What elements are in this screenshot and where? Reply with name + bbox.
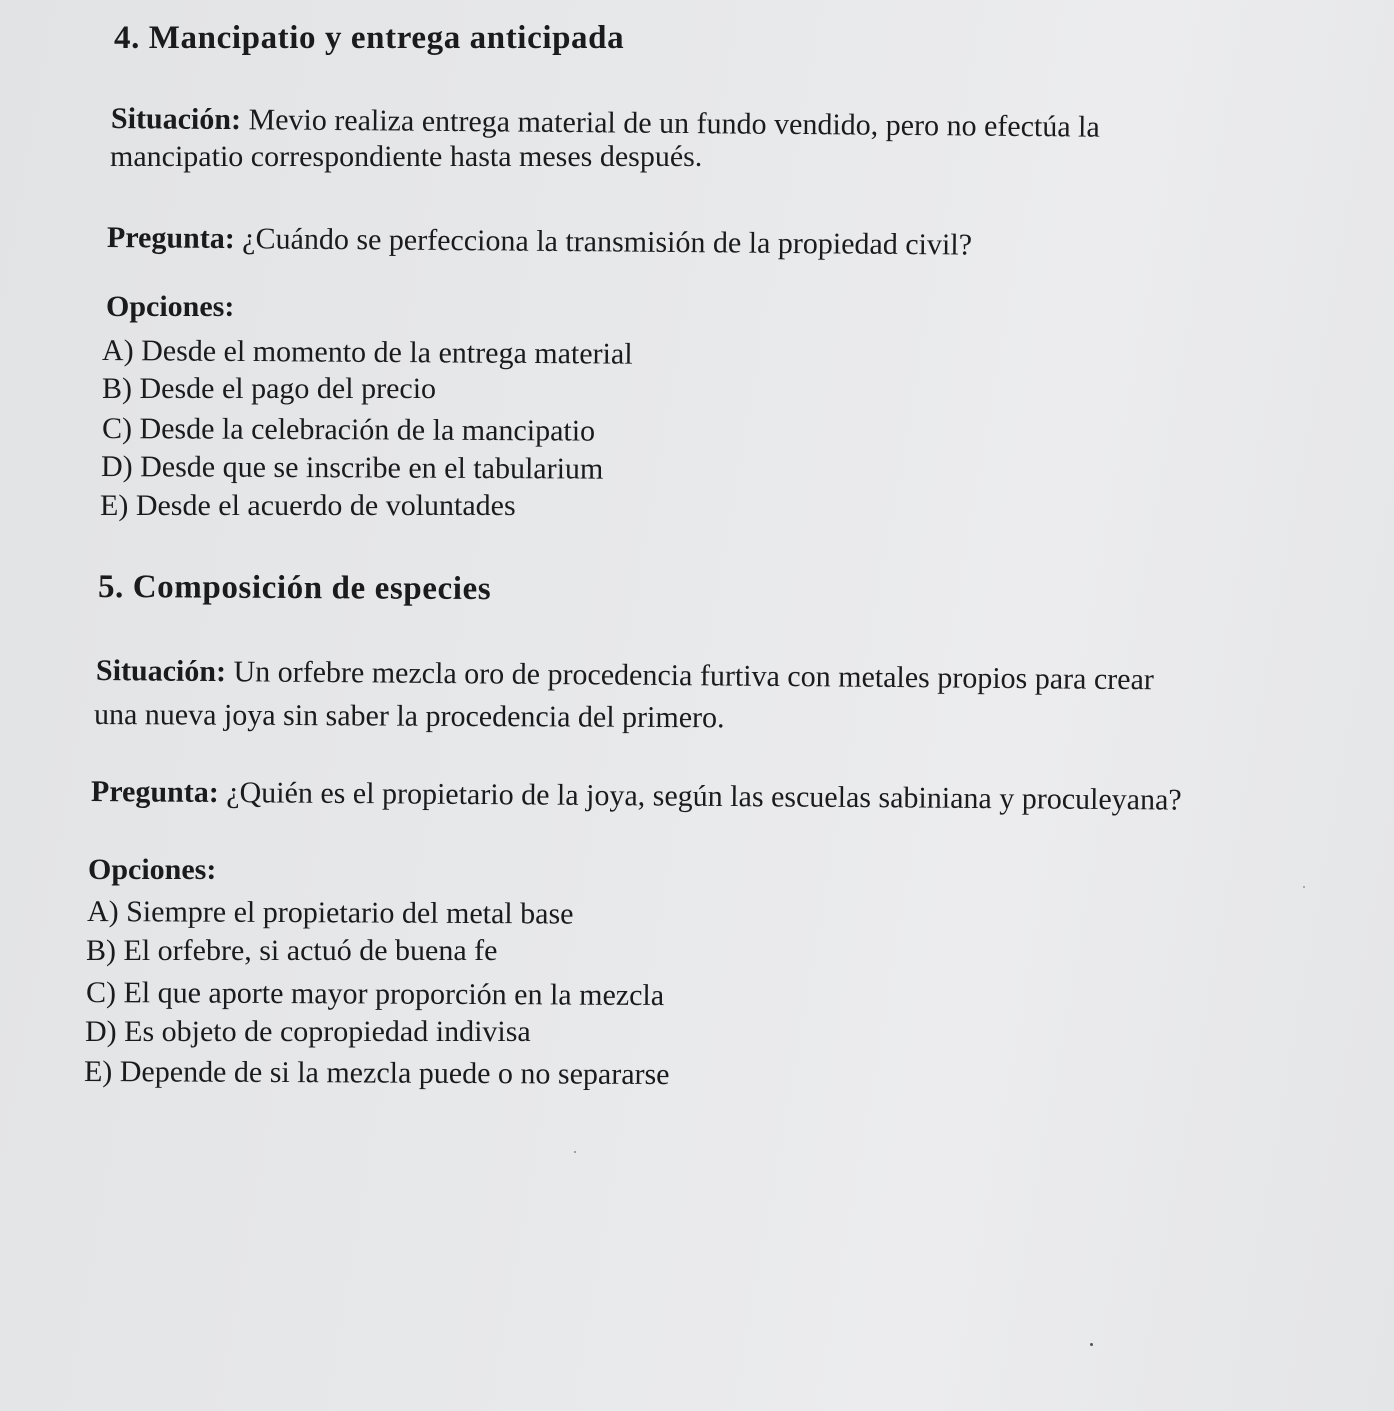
q5-option-b: B) El orfebre, si actuó de buena fe	[86, 934, 498, 967]
q5-situation-text-1: Un orfebre mezcla oro de procedencia furtiva con metales propios para crear	[233, 655, 1155, 697]
q5-options-label: Opciones:	[88, 853, 217, 886]
q4-option-e: E) Desde el acuerdo de voluntades	[100, 489, 516, 522]
q4-question-label: Pregunta:	[106, 221, 235, 256]
q4-situation-line1	[111, 104, 1100, 143]
q4-situation-label: Situación:	[110, 102, 242, 137]
paper-speck	[1303, 886, 1305, 888]
q4-title: 4. Mancipatio y entrega anticipada	[114, 20, 625, 56]
q4-situation-line2: mancipatio correspondiente hasta meses después.	[110, 140, 703, 173]
q5-situation-line2: una nueva joya sin saber la procedencia del primero.	[93, 698, 725, 735]
q5-option-d: D) Es objeto de copropiedad indivisa	[85, 1015, 531, 1048]
q5-option-a: A) Siempre el propietario del metal base	[86, 895, 574, 931]
q4-option-a: A) Desde el momento de la entrega material	[101, 334, 633, 371]
q5-option-e: E) Depende de si la mezcla puede o no separarse	[83, 1055, 670, 1092]
q5-situation-label: Situación:	[95, 654, 227, 689]
paper-speck	[574, 1151, 576, 1153]
q5-question-label: Pregunta:	[90, 775, 219, 810]
q4-option-b: B) Desde el pago del precio	[102, 372, 437, 405]
q4-situation-text-1: Mevio realiza entrega material de un fundo vendido, pero no efectúa la	[248, 103, 1100, 144]
q4-question-text: ¿Cuándo se perfecciona la transmisión de la propiedad civil?	[242, 222, 973, 262]
paper-speck	[1090, 1343, 1093, 1346]
q4-option-c: C) Desde la celebración de la mancipatio	[101, 412, 596, 448]
q5-situation-line1	[96, 656, 1154, 695]
q4-question-line	[107, 223, 972, 261]
q4-option-d: D) Desde que se inscribe en el tabularium	[100, 450, 604, 486]
q5-title: 5. Composición de especies	[97, 569, 492, 608]
q4-options-label: Opciones:	[106, 290, 235, 323]
q5-option-c: C) El que aporte mayor proporción en la mezcla	[85, 976, 665, 1013]
q5-question-line	[91, 777, 1182, 816]
q5-question-text: ¿Quién es el propietario de la joya, según las escuelas sabiniana y proculeyana?	[226, 776, 1182, 817]
